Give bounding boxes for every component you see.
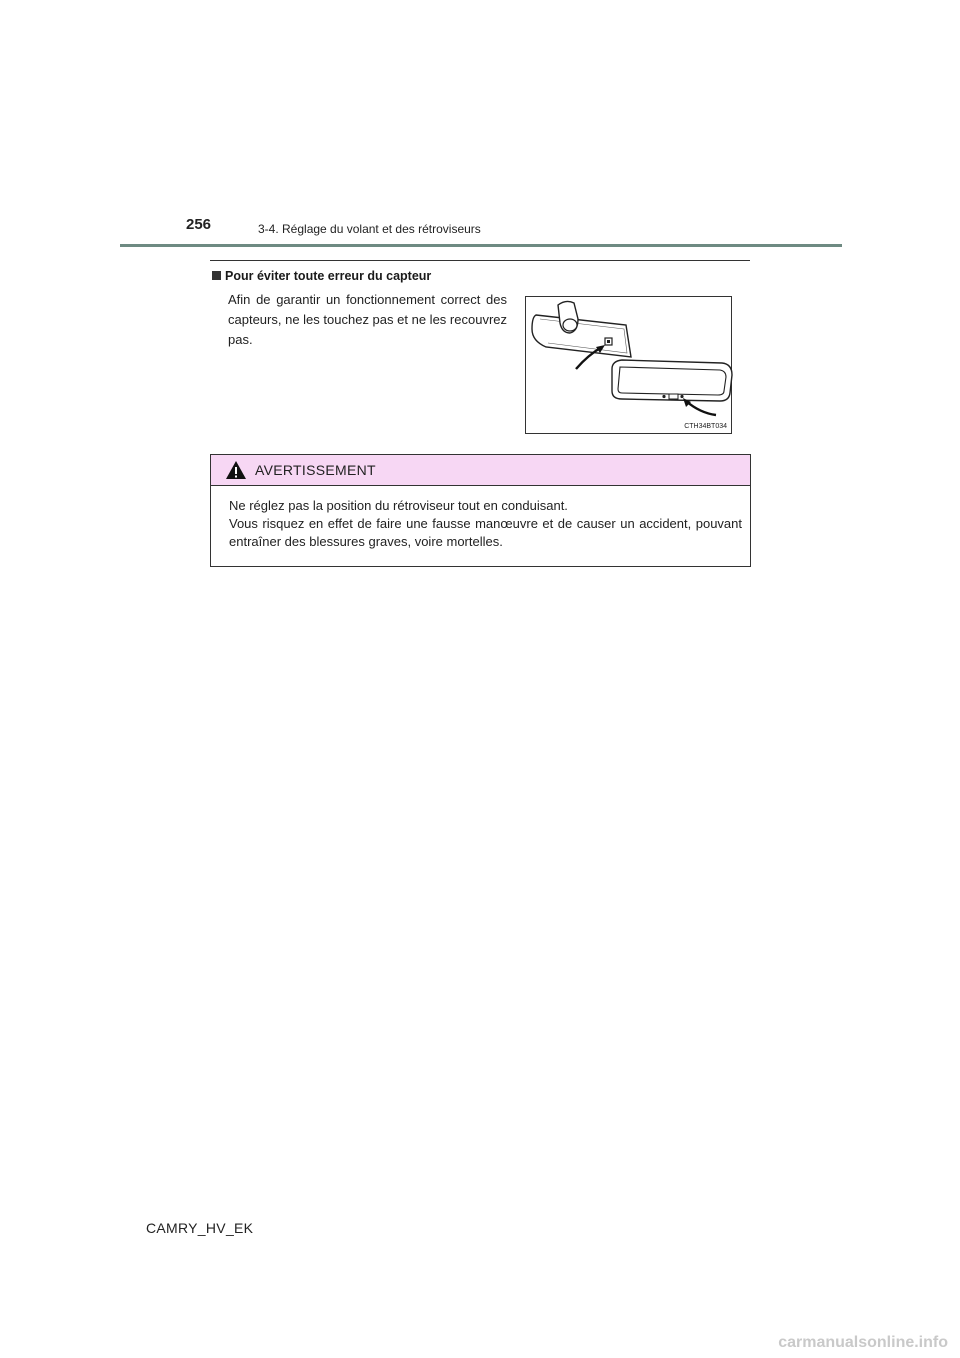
content-divider [210, 260, 750, 261]
watermark: carmanualsonline.info [778, 1334, 948, 1351]
warning-header [211, 455, 750, 486]
header-rule [120, 244, 842, 247]
model-code: CAMRY_HV_EK [146, 1220, 254, 1236]
warning-title: AVERTISSEMENT [255, 462, 376, 478]
body-paragraph: Afin de garantir un fonctionnement correct des capteurs, ne les touchez pas et ne les recouvrez pas. [228, 292, 507, 347]
subheading [212, 269, 431, 283]
rear-view-mirror-sensors-icon [526, 297, 733, 435]
figure-code: CTH34BT034 [684, 423, 727, 430]
square-bullet-icon [212, 271, 221, 280]
section-title: 3-4. Réglage du volant et des rétroviseurs [258, 222, 481, 236]
warning-box [210, 454, 751, 567]
warning-line-1: Ne réglez pas la position du rétroviseur tout en conduisant. [229, 498, 568, 513]
subheading-text: Pour éviter toute erreur du capteur [225, 269, 432, 283]
mirror-illustration [525, 296, 732, 434]
warning-triangle-icon [225, 460, 247, 480]
warning-line-2: Vous risquez en effet de faire une fausse manœuvre et de causer un accident, pouvant entraîner des blessures graves, voire mortelles. [229, 516, 742, 549]
warning-body [211, 486, 750, 551]
page-number: 256 [186, 216, 212, 233]
